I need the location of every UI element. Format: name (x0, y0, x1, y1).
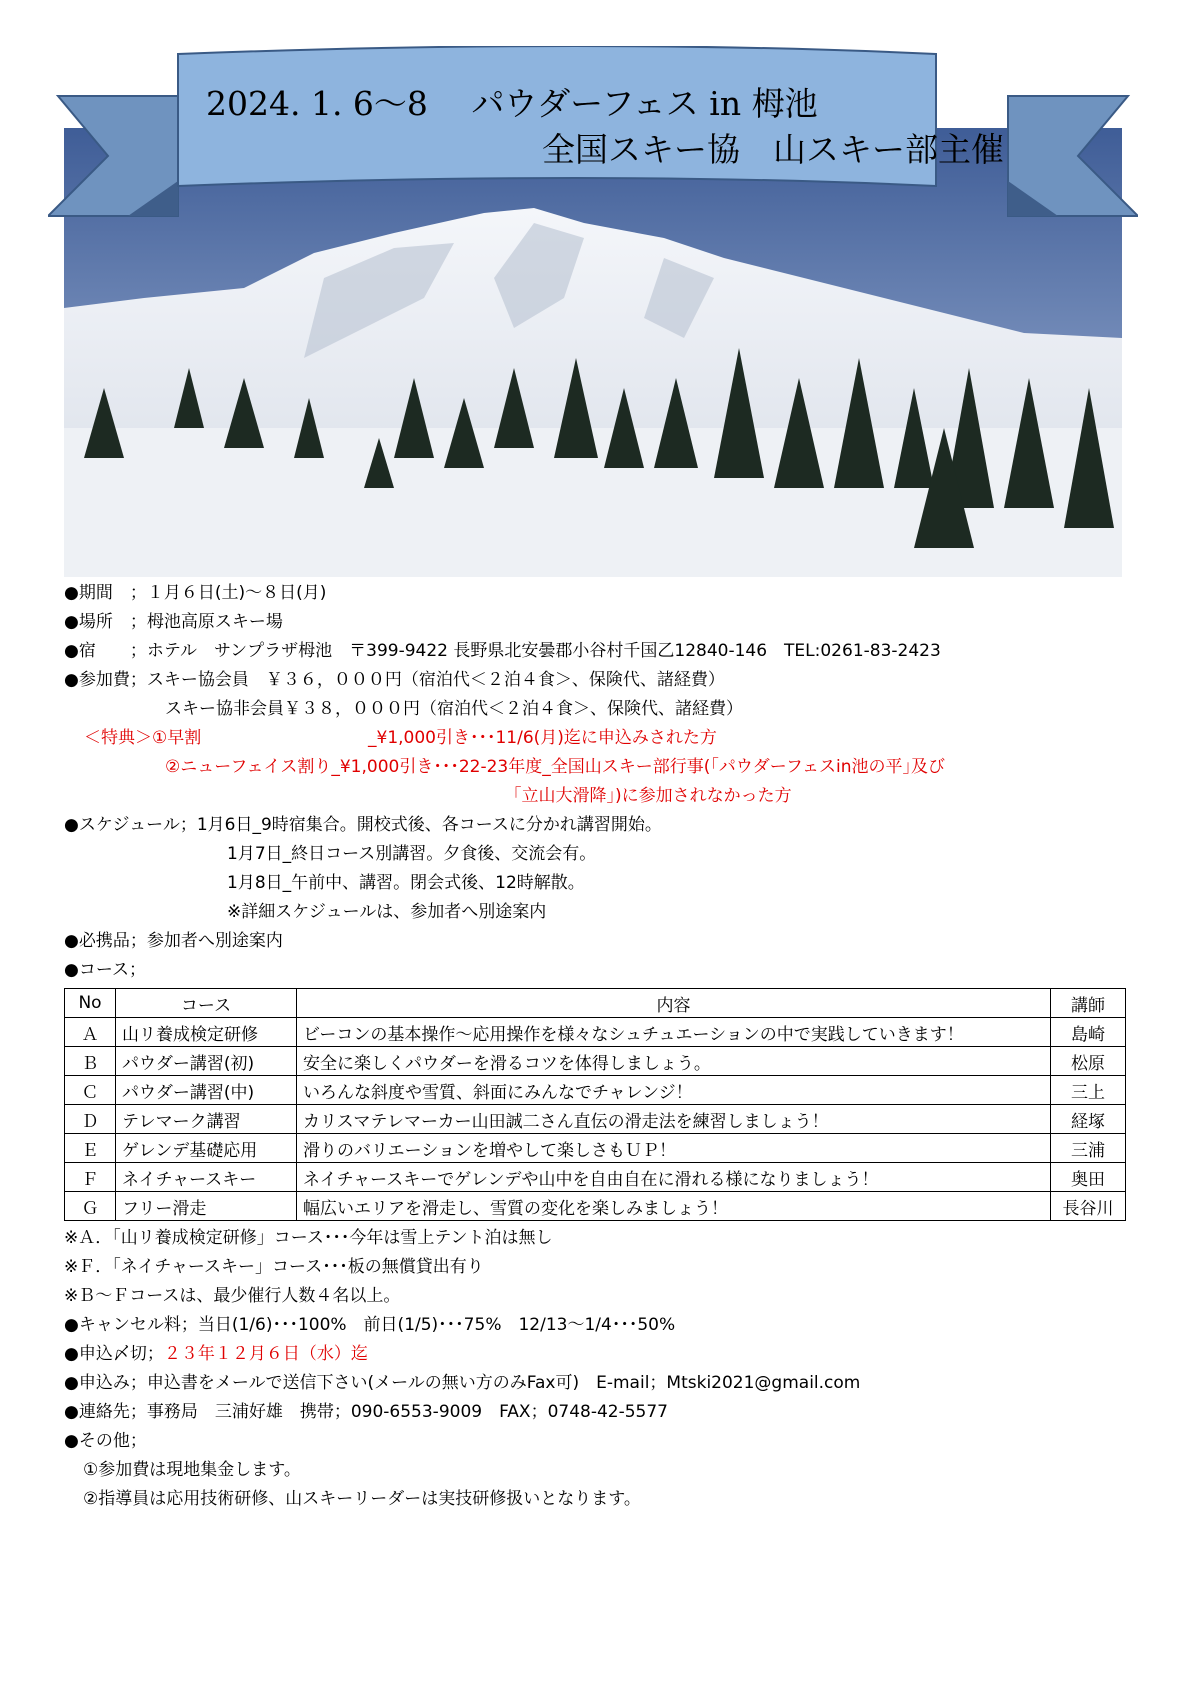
header-content: 内容 (297, 989, 1051, 1018)
bonus-early-label: ＜特典＞①早割 (84, 728, 202, 748)
course-content: いろんな斜度や雪質、斜面にみんなでチャレンジ！ (297, 1076, 1051, 1105)
course-instructor: 三上 (1051, 1076, 1126, 1105)
header-course: コース (116, 989, 297, 1018)
course-name: フリー滑走 (116, 1192, 297, 1221)
items-line: ●必携品；参加者へ別途案内 (64, 931, 283, 951)
contact-line: ●連絡先；事務局 三浦好雄 携帯；090-6553-9009 FAX；0748-42-5577 (64, 1402, 668, 1422)
course-no: Ｄ (65, 1105, 116, 1134)
table-row (65, 1163, 1126, 1192)
schedule-day3: 1月8日_午前中、講習。閉会式後、12時解散。 (227, 873, 585, 893)
course-name: ゲレンデ基礎応用 (116, 1134, 297, 1163)
table-row (65, 1134, 1126, 1163)
header-no: No (65, 989, 116, 1018)
course-no: Ｂ (65, 1047, 116, 1076)
course-table (64, 988, 1126, 1221)
period-line: ●期間 ；１月６日(土)〜８日(月) (64, 583, 327, 603)
course-no: Ａ (65, 1018, 116, 1047)
bonus-early-text: _¥1,000引き･･･11/6(月)迄に申込みされた方 (368, 728, 717, 748)
note-min-participants: ※Ｂ〜Ｆコースは、最少催行人数４名以上。 (64, 1286, 401, 1306)
other-item-2: ②指導員は応用技術研修、山スキーリーダーは実技研修扱いとなります。 (83, 1489, 641, 1509)
fee-nonmember-line: スキー協非会員￥３８，０００円（宿泊代＜２泊４食＞、保険代、諸経費） (165, 699, 743, 719)
cancel-fee-line: ●キャンセル料；当日(1/6)･･･100% 前日(1/5)･･･75% 12/13〜1/4･･･50% (64, 1315, 676, 1335)
table-row (65, 1076, 1126, 1105)
place-line: ●場所 ；栂池高原スキー場 (64, 612, 283, 632)
deadline-line (64, 1343, 368, 1365)
bonus-newface-text-cont: ｢立山大滑降｣)に参加されなかった方 (513, 786, 792, 806)
event-organizer: 全国スキー協 山スキー部主催 (542, 130, 1004, 169)
table-row (65, 1047, 1126, 1076)
course-name: テレマーク講習 (116, 1105, 297, 1134)
lodging-line: ●宿 ；ホテル サンプラザ栂池 〒399-9422 長野県北安曇郡小谷村千国乙12840-146 TEL:0261-83-2423 (64, 641, 941, 661)
course-no: Ｅ (65, 1134, 116, 1163)
course-name: パウダー講習(初) (116, 1047, 297, 1076)
fee-member-line: ●参加費；スキー協会員 ￥３６，０００円（宿泊代＜２泊４食＞、保険代、諸経費） (64, 670, 725, 690)
course-content: 安全に楽しくパウダーを滑るコツを体得しましょう。 (297, 1047, 1051, 1076)
schedule-note: ※詳細スケジュールは、参加者へ別途案内 (227, 902, 547, 922)
course-content: 幅広いエリアを滑走し、雪質の変化を楽しみましょう！ (297, 1192, 1051, 1221)
course-name: 山リ養成検定研修 (116, 1018, 297, 1047)
course-instructor: 奥田 (1051, 1163, 1126, 1192)
course-heading: ●コース； (64, 960, 146, 980)
course-instructor: 島崎 (1051, 1018, 1126, 1047)
course-no: Ｇ (65, 1192, 116, 1221)
deadline-value: ２３年１２月６日（水）迄 (163, 1344, 368, 1364)
course-name: ネイチャースキー (116, 1163, 297, 1192)
course-content: ネイチャースキーでゲレンデや山中を自由自在に滑れる様になりましょう！ (297, 1163, 1051, 1192)
apply-line: ●申込み；申込書をメールで送信下さい(メールの無い方のみFax可) E-mail；Mtski2021@gmail.com (64, 1373, 861, 1393)
note-course-a: ※Ａ．「山リ養成検定研修」コース･･･今年は雪上テント泊は無し (64, 1228, 553, 1248)
course-content: ビーコンの基本操作〜応用操作を様々なシュチュエーションの中で実践していきます！ (297, 1018, 1051, 1047)
event-title: 2024. 1. 6〜8 パウダーフェス in 栂池 (206, 84, 818, 123)
deadline-label: ●申込〆切； (64, 1344, 164, 1364)
bonus-newface-text: ②ニューフェイス割り_¥1,000引き･･･22-23年度_全国山スキー部行事(｢パウダーフェスin池の平｣及び (165, 757, 946, 777)
course-instructor: 三浦 (1051, 1134, 1126, 1163)
other-item-1: ①参加費は現地集金します。 (83, 1460, 301, 1480)
table-row (65, 1105, 1126, 1134)
other-heading: ●その他； (64, 1431, 147, 1451)
table-row (65, 1018, 1126, 1047)
course-name: パウダー講習(中) (116, 1076, 297, 1105)
course-instructor: 経塚 (1051, 1105, 1126, 1134)
table-header-row (65, 989, 1126, 1018)
course-instructor: 松原 (1051, 1047, 1126, 1076)
note-course-f: ※Ｆ．「ネイチャースキー」コース･･･板の無償貸出有り (64, 1257, 484, 1277)
table-row (65, 1192, 1126, 1221)
schedule-day2: 1月7日_終日コース別講習。夕食後、交流会有。 (227, 844, 597, 864)
course-instructor: 長谷川 (1051, 1192, 1126, 1221)
course-content: 滑りのバリエーションを増やして楽しさもＵＰ！ (297, 1134, 1051, 1163)
header-instructor: 講師 (1051, 989, 1126, 1018)
course-no: Ｃ (65, 1076, 116, 1105)
course-content: カリスマテレマーカー山田誠二さん直伝の滑走法を練習しましょう！ (297, 1105, 1051, 1134)
schedule-day1: ●スケジュール；1月6日_9時宿集合。開校式後、各コースに分かれ講習開始。 (64, 815, 662, 835)
course-no: Ｆ (65, 1163, 116, 1192)
